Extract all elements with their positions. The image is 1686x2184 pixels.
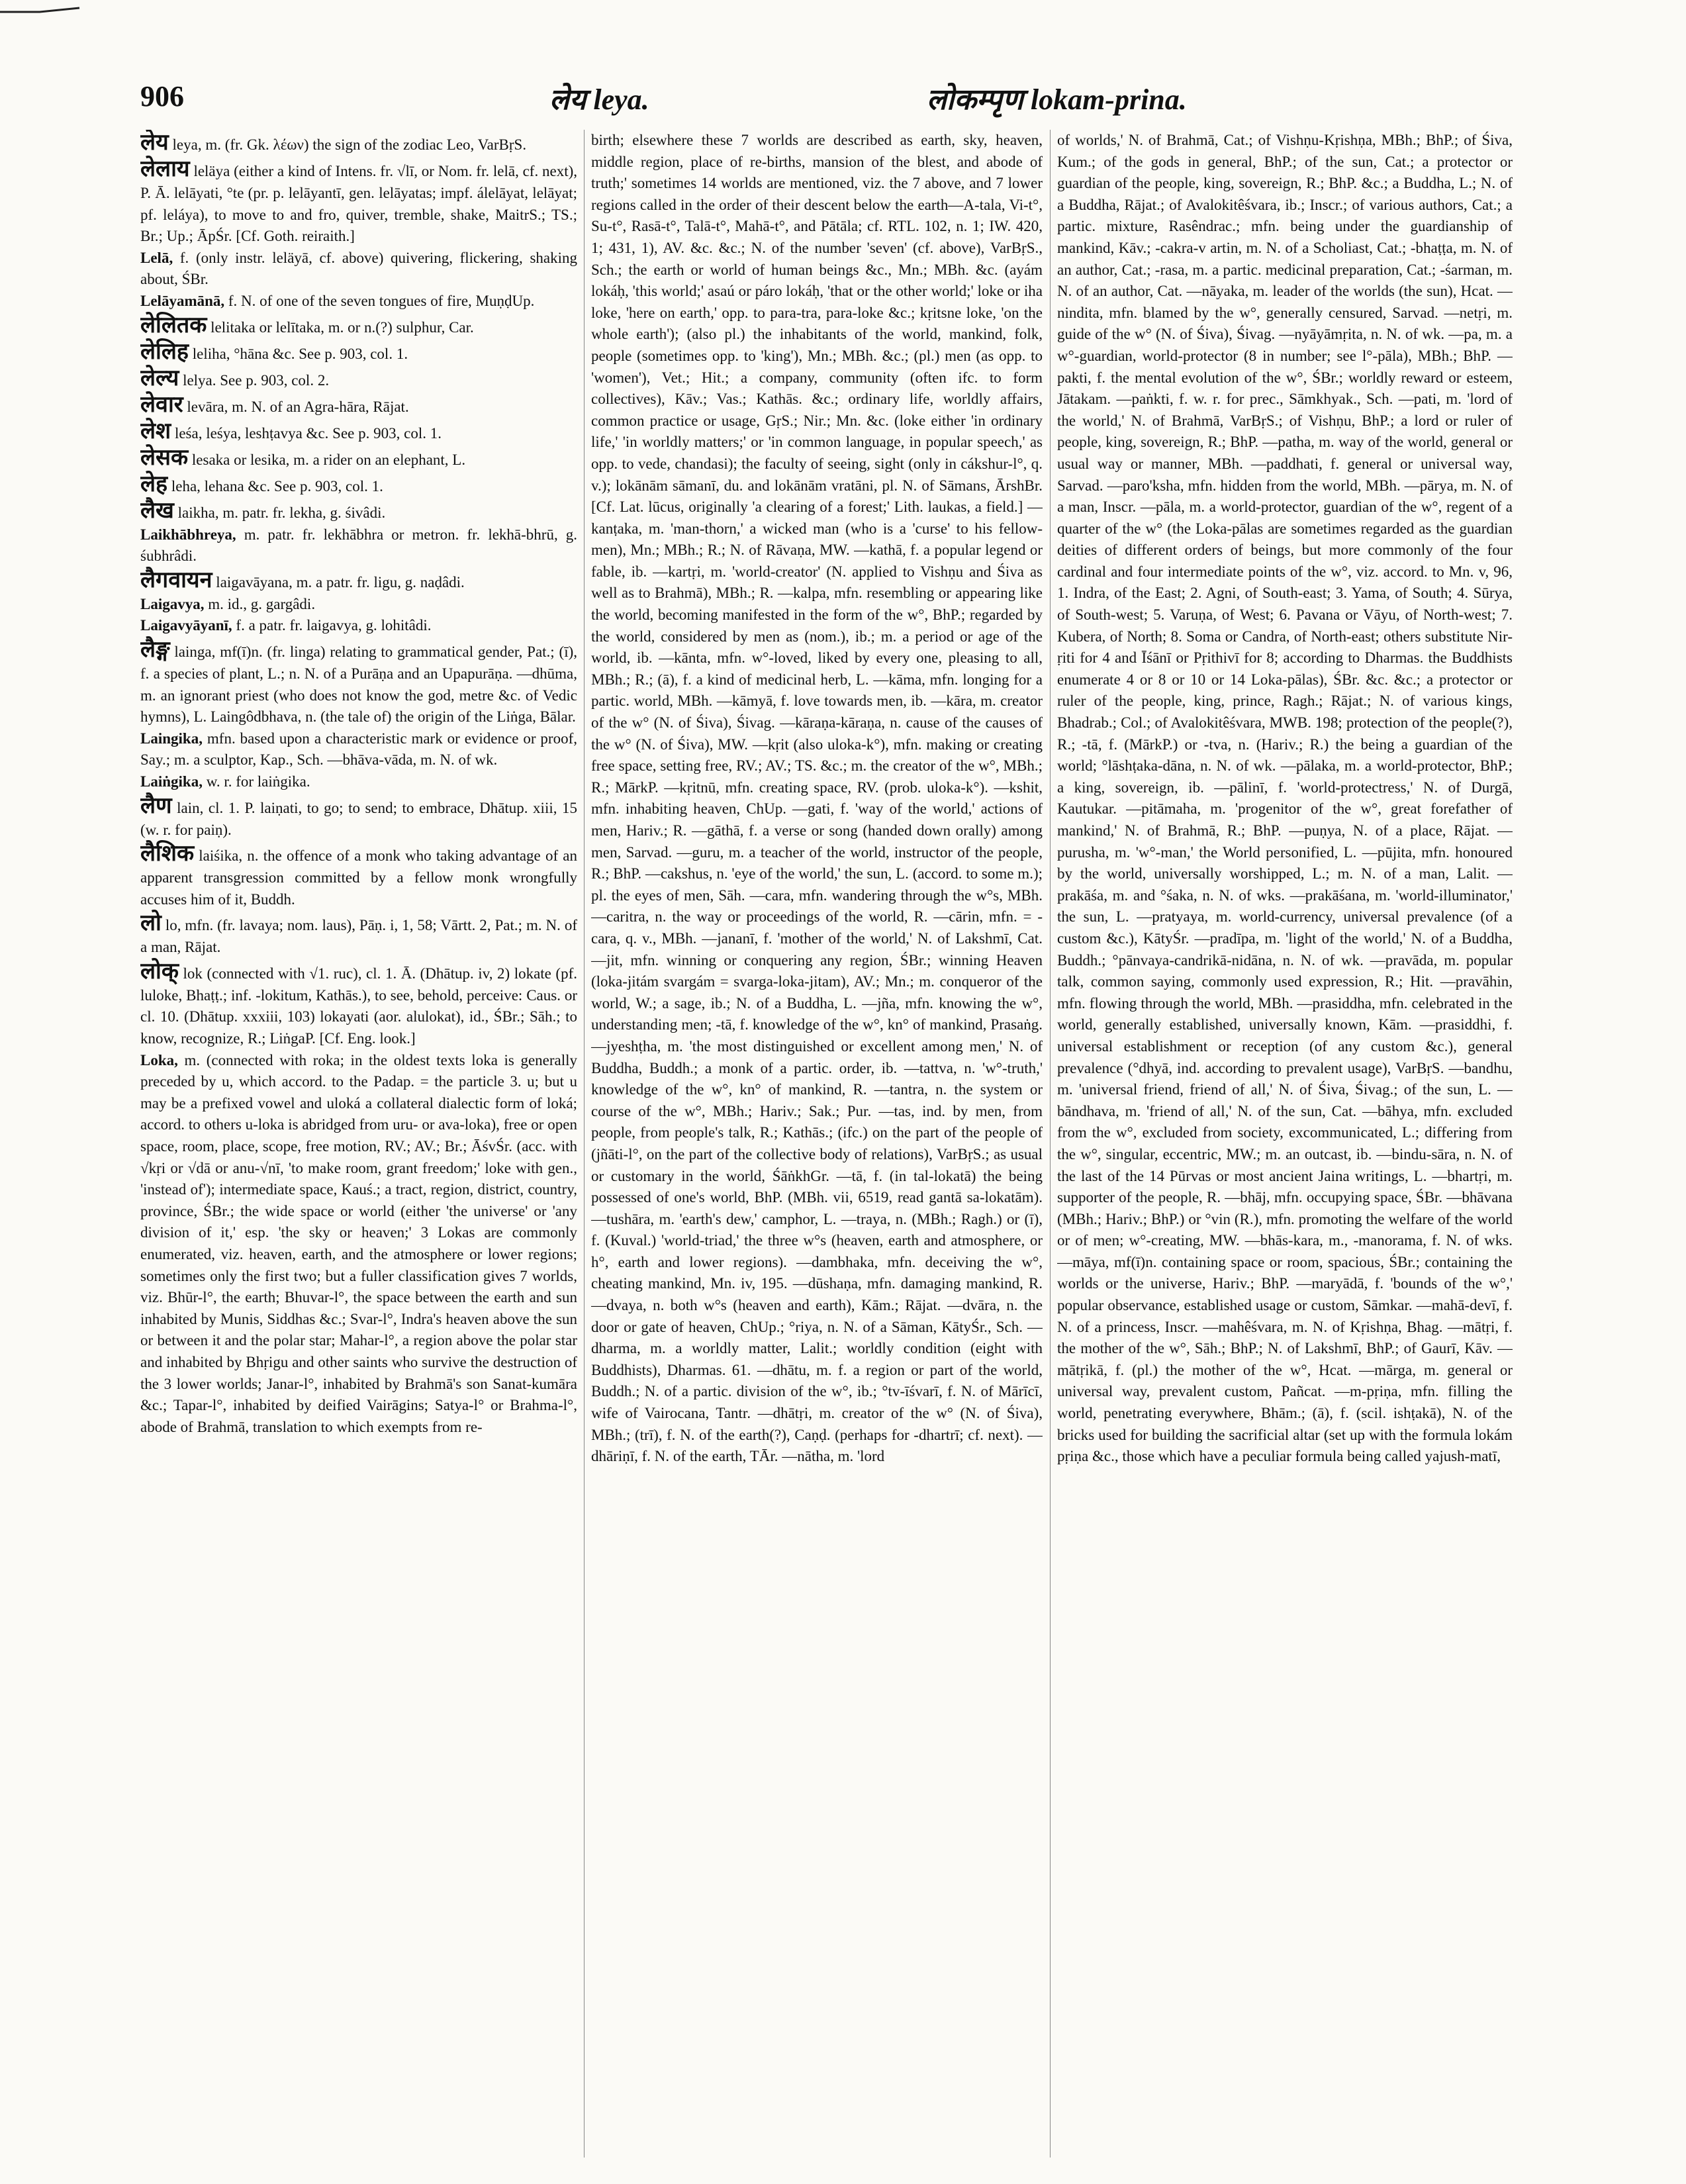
entry-definition: leśa, leśya, leshṭavya &c. See p. 903, col. 1. (174, 424, 442, 442)
dictionary-entry (140, 471, 577, 498)
entry-definition: f. a patr. fr. laigavya, g. lohitâdi. (236, 617, 432, 634)
sub-entry-headword: Lelā, (140, 249, 173, 266)
entry-definition: lainga, mf(ī)n. (fr. linga) relating to grammatical gender, Pat.; (ī), f. a species of plant, L.; n. N. of a Purāṇa and an Upapurāṇa. —dhūma, m. an ignorant priest (who does not know the god, metre &c. of Vedic hymns), L. Laingôdbhava, n. (the tale of) the origin of the Liṅga, Bālar. (140, 643, 577, 726)
dictionary-entry (140, 567, 577, 594)
dictionary-text: birth; elsewhere these 7 worlds are described as earth, sky, heaven, middle region, place of re-births, mansion of the blest, and abode of truth;' sometimes 14 worlds are mentioned, viz. the 7 above, and 7 lower regions called in the order of their descent below the earth—A-tala, Vi-t°, Su-t°, Rasā-t°, Talā-t°, Mahā-t°, and Pātāla; cf. RTL. 102, n. 1; IW. 420, 1; 431, 1), AV. &c. &c.; N. of the number 'seven' (cf. above), VarBṛS., Sch.; the earth or world of human beings &c., Mn.; MBh. &c. (ayám lokáḥ, 'this world;' asaú or páro lokáḥ, 'that or the other world;' loke or iha loke, 'here on earth,' opp. to para-tra, para-loke &c.; kṛitsne loke, 'on the whole earth'); (also pl.) the inhabitants of the world, mankind, folk, people (sometimes opp. to 'king'), Mn.; MBh. &c.; (pl.) men (as opp. to 'women'), Vet.; Hit.; a company, community (often ifc. to form collectives), Kāv.; Vas.; Kathās. &c.; ordinary life, worldly affairs, common practice or usage, GṛS.; Nir.; Mn. &c. (loke either 'in ordinary life,' 'in worldly matters;' or 'in common language, in popular speech,' as opp. to vede, chandasi); the faculty of seeing, sight (only in cákshur-l°, q. v.); lokānām sāmanī, du. and lokānām vratāni, pl. N. of Sāmans, ĀrshBr. [Cf. Lat. lūcus, originally 'a clearing of a forest;' Lith. laukas, a field.] —kanṭaka, m. 'man-thorn,' a wicked man (who is a 'curse' to his fellow-men), Mn.; MBh.; R.; N. of Rāvaṇa, MW. —kathā, f. a popular legend or fable, ib. —kartṛi, m. 'world-creator' (N. applied to Vishṇu and Śiva as well as to Brahmā), MBh.; R. —kalpa, mfn. resembling or appearing like the world, becoming manifested in the form of the w°, BhP.; regarded by the world, considered by men as (nom.), ib.; m. a period or age of the world, ib. —kānta, mfn. w°-loved, liked by every one, pleasing to all, MBh.; R.; (ā), f. a kind of medicinal herb, L. —kāma, mfn. longing for a partic. world, MBh. —kāmyā, f. love towards men, ib. —kāra, m. creator of the w° (N. of Śiva), Śivag. —kāraṇa-kāraṇa, n. cause of the causes of the w° (N. of Śiva), MW. —kṛit (also uloka-k°), mfn. making or creating free space, setting free, RV.; AV.; TS. &c.; m. the creator of the w°, MBh.; R.; MārkP. —kṛitnū, mfn. creating space, RV. (prob. uloka-k°). —kshit, mfn. inhabiting heaven, ChUp. —gati, f. 'way of the world,' actions of men, Hariv.; R. —gāthā, f. a verse or song (handed down orally) among men, Sarvad. —guru, m. a teacher of the world, instructor of the people, R.; BhP. —cakshus, n. 'eye of the world,' the sun, L. (accord. to some m.); pl. the eyes of men, Sāh. —cara, mfn. wandering through the w°s, MBh. —caritra, n. the way or proceedings of the world, R. —cārin, mfn. = -cara, q. v., MBh. —jananī, f. 'mother of the world,' N. of Lakshmī, Cat. —jit, mfn. winning or conquering any region, ŚBr.; winning Heaven (loka-jitám svargám = svarga-loka-jitam), AV.; Mn.; m. conqueror of the world, W.; a sage, ib.; N. of a Buddha, L. —jña, mfn. knowing the w°, understanding men; -tā, f. knowledge of the w°, kn° of mankind, Prasaṅg. —jyeshṭha, m. 'the most distinguished or excellent among men,' N. of Buddha, Buddh.; a monk of a partic. order, ib. —tattva, n. 'w°-truth,' knowledge of the w°, kn° of mankind, R. —tantra, n. the system or course of the w°, MBh.; Hariv.; Sak.; Pur. —tas, ind. by men, from people, from people's talk, R.; Kathās.; (ifc.) on the part of the people of (jñāti-l°, on the part of the collective body of relations), VarBṛS.; as usual or customary in the world, ŚāṅkhGr. —tā, f. (in tal-lokatā) the being possessed of one's world, BhP. (MBh. vii, 6519, read gantā sa-lokatām). —tushāra, m. 'earth's dew,' camphor, L. —traya, n. (MBh.; Ragh.) or (ī), f. (Kuval.) 'world-triad,' the three w°s (heaven, earth and atmosphere, or h°, earth and lower regions). —dambhaka, mfn. deceiving the w°, cheating mankind, Mn. iv, 195. —dūshaṇa, mfn. damaging mankind, R. —dvaya, n. both w°s (heaven and earth), Kām.; Rājat. —dvāra, n. the door or gate of heaven, ChUp.; °riya, n. N. of a Sāman, KātyŚr., Sch. —dharma, m. a worldly matter, Lalit.; worldly condition (eight with Buddhists), Dharmas. 61. —dhātu, m. f. a region or part of the world, Buddh.; N. of a partic. division of the w°, ib.; °tv-īśvarī, f. N. of Mārīcī, wife of Vairocana, Tantr. —dhātṛi, m. creator of the w° (N. of Śiva), MBh.; (trī), f. N. of the earth(?), Caṇḍ. (perhaps for -dhartrī; cf. next). —dhāriṇī, f. N. of the earth, TĀr. —nātha, m. 'lord (591, 132, 1043, 1465)
dictionary-entry (140, 594, 577, 616)
dictionary-entry (140, 248, 577, 291)
dictionary-entry (140, 339, 577, 365)
running-head-left: लेय leya. (549, 83, 649, 116)
dictionary-entry (140, 771, 577, 793)
headword-devanagari: लेलितक (140, 312, 207, 338)
dictionary-entry (140, 910, 577, 959)
entry-definition: leha, lehana &c. See p. 903, col. 1. (171, 477, 383, 495)
dictionary-entry (140, 841, 577, 910)
sub-entry-headword: Laiṅgika, (140, 773, 203, 790)
sub-entry-headword: Laigavyāyanī, (140, 617, 232, 634)
column-rule (584, 130, 585, 2158)
dictionary-entry (140, 365, 577, 392)
entry-definition: mfn. based upon a characteristic mark or evidence or proof, Say.; m. a sculptor, Kap., Sch. —bhāva-vāda, m. N. of wk. (140, 730, 577, 769)
sub-entry-headword: Laingika, (140, 730, 203, 747)
running-head-right: लोकम्पृण lokam-prina. (927, 83, 1187, 116)
dictionary-entry (140, 156, 577, 248)
sub-entry-headword: Lelāyamānā, (140, 292, 225, 309)
headword-devanagari: लो (140, 911, 162, 936)
entry-definition: lelya. See p. 903, col. 2. (183, 371, 330, 389)
sub-entry-headword: Laigavya, (140, 595, 205, 612)
entry-definition: f. N. of one of the seven tongues of fire, MuṇḍUp. (228, 292, 535, 309)
entry-definition: leya, m. (fr. Gk. λέων) the sign of the zodiac Leo, VarBṛS. (172, 136, 527, 153)
headword-devanagari: लोक् (140, 959, 179, 984)
page-number: 906 (140, 80, 184, 113)
sub-entry-headword: Laikhābhreya, (140, 526, 236, 543)
dictionary-entry (140, 312, 577, 339)
headword-devanagari: लैगवायन (140, 567, 212, 593)
dictionary-entry (140, 130, 577, 156)
dictionary-entry (140, 524, 577, 567)
headword-devanagari: लेवार (140, 392, 183, 417)
entry-definition: levāra, m. N. of an Agra-hāra, Rājat. (187, 398, 409, 415)
entry-definition: lain, cl. 1. P. laiṇati, to go; to send; to embrace, Dhātup. xiii, 15 (w. r. for paiṇ). (140, 799, 577, 838)
entry-definition: laigavāyana, m. a patr. fr. ligu, g. naḍâdi. (216, 573, 465, 591)
headword-devanagari: लेह (140, 471, 168, 497)
headword-devanagari: लैख (140, 498, 174, 523)
dictionary-entry (140, 1050, 577, 1439)
dictionary-entry (140, 392, 577, 418)
headword-devanagari: लैङ्ग (140, 637, 170, 662)
entry-definition: lelitaka or lelītaka, m. or n.(?) sulphur, Car. (211, 318, 474, 336)
dictionary-entry (140, 728, 577, 771)
column-rule (1050, 130, 1051, 2158)
scan-edge-mark (0, 4, 1686, 16)
entry-definition: lok (connected with √1. ruc), cl. 1. Ā. (Dhātup. iv, 2) lokate (pf. luloke, Bhaṭṭ.; inf. -lokitum, Kathās.), to see, behold, perceive: Caus. or cl. 10. (Dhātup. xxxiii, 103) lokayati (aor. alulokat), id., ŚBr.; Sāh.; to know, recognize, R.; LiṅgaP. [Cf. Eng. look.] (140, 965, 577, 1047)
headword-devanagari: लैशिक (140, 841, 195, 867)
entry-definition: leliha, °hāna &c. See p. 903, col. 1. (192, 345, 408, 362)
headword-devanagari: लैण (140, 793, 172, 818)
entry-definition: laikha, m. patr. fr. lekha, g. śivâdi. (177, 504, 386, 521)
entry-definition: lo, mfn. (fr. lavaya; nom. laus), Pāṇ. i, 1, 58; Vārtt. 2, Pat.; m. N. of a man, Rājat. (140, 917, 577, 956)
entry-definition: leläya (either a kind of Intens. fr. √lī, or Nom. fr. lelā, cf. next), P. Ā. lelāyati, °te (pr. p. lelāyantī, gen. lelāyatas; impf. álelāyat, lelāyat; pf. leláya), to move to and fro, quiver, tremble, shake, MaitrS.; TS.; Br.; Up.; ĀpŚr. [Cf. Goth. reiraith.] (140, 163, 577, 245)
headword-devanagari: लेलिह (140, 339, 189, 364)
dictionary-entry (140, 615, 577, 637)
dictionary-text: of worlds,' N. of Brahmā, Cat.; of Vishṇu-Kṛishṇa, MBh.; BhP.; of Śiva, Kum.; of the gods in general, BhP.; of the sun, Cat.; a protector or guardian of the people, king, sovereign, R.; BhP. &c.; a Buddha, L.; N. of a Buddha, Rājat.; of Avalokitêśvara, ib.; Inscr.; of various authors, Cat.; a partic. mixture, Rasêndrac.; mfn. being under the guardianship of mankind, Kāv.; -cakra-v artin, m. N. of a Scholiast, Cat.; -bhaṭṭa, m. N. of an author, Cat.; -rasa, m. a partic. medicinal preparation, Cat.; -śarman, m. N. of an author, Cat. —nāyaka, m. leader of the worlds (the sun), Hcat. —nindita, mfn. blamed by the w°, generally censured, Sarvad. —netṛi, m. guide of the w° (N. of Śiva), Śivag. —nyāyāmṛita, n. N. of wk. —pa, m. a w°-guardian, world-protector (8 in number; see l°-pāla), MBh.; BhP. —pakti, f. the mental evolution of the w°, ŚBr.; worldly reward or esteem, Jātakam. —paṅkti, f. w. r. for prec., Sāmkhyak., Sch. —pati, m. 'lord of the world,' N. of Brahmā, VarBṛS.; of Vishṇu, BhP.; a lord or ruler of people, king, sovereign, R.; BhP. —patha, m. way of the world, general or usual way or manner, MBh. —paddhati, f. general or universal way, Sarvad. —paro'ksha, mfn. hidden from the world, MBh. —pārya, m. N. of a man, Inscr. —pāla, m. a world-protector, guardian of the w°, regent of a quarter of the w° (the Loka-pālas are sometimes regarded as the guardian deities of different orders of beings, but more commonly of the four cardinal and four intermediate points of the w°, viz. accord. to Mn. v, 96, 1. Indra, of the East; 2. Agni, of South-east; 3. Yama, of South; 4. Sūrya, of South-west; 5. Varuṇa, of West; 6. Pavana or Vāyu, of North-west; 7. Kubera, of North; 8. Soma or Candra, of North-east; others substitute Nir-ṛiti for 4 and Īśānī or Pṛithivī for 8; according to Dharmas. the Buddhists enumerate 4 or 8 or 10 or 14 Loka-pālas), ŚBr. &c. &c.; a protector or ruler of the people, king, prince, Ragh.; Rājat.; N. of various kings, Bhadrab.; Col.; of Avalokitêśvara, MWB. 198; protection of the people(?), R.; -tā, f. (MārkP.) or -tva, n. (Hariv.; R.) the being a guardian of the world; °lāshṭaka-dāna, n. N. of wk. —pālaka, m. a world-protector, BhP.; a king, sovereign, ib. —pālinī, f. 'world-protectress,' N. of Durgā, Kautukar. —pitāmaha, m. 'progenitor of the w°, great forefather of mankind,' N. of Brahmā, R.; BhP. —puṇya, N. of a place, Rājat. —purusha, m. 'w°-man,' the World personified, L. —pūjita, mfn. honoured by the world, universally worshipped, L.; m. N. of a man, Lalit. —prakāśa, m. and °śaka, n. N. of wks. —prakāśana, m. 'world-illuminator,' the sun, L. —pratyaya, m. world-currency, universal prevalence (of a custom &c.), KātyŚr. —pradīpa, m. 'light of the world,' N. of a Buddha, Buddh.; °pānvaya-candrikā-nidāna, n. N. of wk. —pravāda, m. popular talk, common saying, commonly used expression, R.; Hit. —pravāhin, mfn. flowing through the world, MBh. —prasiddha, mfn. celebrated in the world, generally established, universally known, Kām. —prasiddhi, f. universal establishment or reception (of any custom &c.), general prevalence (°dhyā, ind. according to prevalent usage), VarBṛS. —bandhu, m. 'universal friend, friend of all,' N. of Śiva, Śivag.; of the sun, L. —bāndhava, m. 'friend of all,' N. of the sun, Cat. —bāhya, mfn. excluded from the w°, excluded from society, excommunicated, L.; differing from the w°, singular, eccentric, MW.; m. an outcast, ib. —bindu-sāra, n. N. of the last of the 14 Pūrvas or most ancient Jaina writings, L. —bhartṛi, m. supporter of the people, R. —bhāj, mfn. occupying space, ŚBr. —bhāvana (MBh.; Hariv.; BhP.) or °vin (R.), mfn. promoting the welfare of the world or of men; w°-creating, MW. —bhās-kara, m., -manorama, f. N. of wks. —māya, mf(ī)n. containing space or room, spacious, ŚBr.; containing the worlds or the universe, Hariv.; BhP. —maryādā, f. 'bounds of the w°,' popular observance, established usage or custom, Sāmkar. —mahā-devī, f. N. of a princess, Inscr. —mahêśvara, m. N. of Kṛishṇa, Bhag. —mātṛi, f. the mother of the w°, Sāh.; BhP.; N. of Lakshmī, BhP.; of Gaurī, Kāv. —mātṛikā, f. (pl.) the mother of the w°, Hcat. —mārga, m. general or universal way, prevalent custom, Pañcat. —m-pṛiṇa, mfn. filling the world, penetrating everywhere, Bhām.; (ā), f. (scil. ishṭakā), N. of the bricks used for building the sacrificial altar (set up with the formula lokám pṛiṇa &c., those which have a peculiar formula being called yajush-matī, (1057, 132, 1513, 1465)
headword-devanagari: लेसक (140, 445, 189, 470)
column-3 (1057, 130, 1513, 2158)
entry-definition: m. patr. fr. lekhābhra or metron. fr. lekhā-bhrū, g. śubhrâdi. (140, 526, 577, 565)
column-2 (591, 130, 1043, 2158)
sub-entry-headword: Loka, (140, 1051, 178, 1068)
dictionary-entry (140, 498, 577, 524)
dictionary-entry (140, 793, 577, 841)
entry-definition: f. (only instr. leläyā, cf. above) quivering, flickering, shaking about, ŚBr. (140, 249, 577, 288)
headword-devanagari: लेय (140, 130, 169, 155)
entry-definition: lesaka or lesika, m. a rider on an elephant, L. (191, 451, 466, 468)
headword-devanagari: लेश (140, 418, 171, 444)
entry-definition: m. (connected with roka; in the oldest texts loka is generally preceded by u, which accord. to the Padap. = the particle 3. u; but u may be a prefixed vowel and uloká a collateral dialectic form of loká; accord. to others u-loka is abridged from uru- or ava-loka), free or open space, room, place, scope, free motion, RV.; AV.; Br.; ĀśvŚr. (acc. with √kṛi or √dā or anu-√nī, 'to make room, grant freedom;' loke with gen., 'instead of'); intermediate space, Kauś.; a tract, region, district, country, province, ŚBr.; the wide space or world (either 'the universe' or 'any division of it,' esp. 'the sky or heaven;' 3 Lokas are commonly enumerated, viz. heaven, earth, and the atmosphere or lower regions; sometimes only the first two; but a fuller classification gives 7 worlds, viz. Bhūr-l°, the earth; Bhuvar-l°, the space between the earth and sun inhabited by Munis, Siddhas &c.; Svar-l°, Indra's heaven above the sun or between it and the polar star; Mahar-l°, a region above the polar star and inhabited by Bhṛigu and other saints who survive the destruction of the 3 lower worlds; Janar-l°, inhabited by Brahmā's son Sanat-kumāra &c.; Tapar-l°, inhabited by deified Vairāgins; Satya-l° or Brahma-l°, abode of Brahmā, translation to which exempts from re- (140, 1051, 577, 1435)
entry-definition: w. r. for laiṅgika. (206, 773, 310, 790)
entry-definition: m. id., g. gargâdi. (208, 595, 316, 612)
dictionary-entry (140, 959, 577, 1050)
headword-devanagari: लेल्य (140, 365, 179, 391)
dictionary-entry (140, 445, 577, 471)
column-1 (140, 130, 577, 2158)
dictionary-entry (140, 291, 577, 312)
entry-definition: laiśika, n. the offence of a monk who taking advantage of an apparent transgression committed by a fellow monk wrongfully accuses him of it, Buddh. (140, 847, 577, 908)
headword-devanagari: लेलाय (140, 157, 190, 181)
dictionary-entry (140, 637, 577, 728)
dictionary-entry (140, 418, 577, 445)
